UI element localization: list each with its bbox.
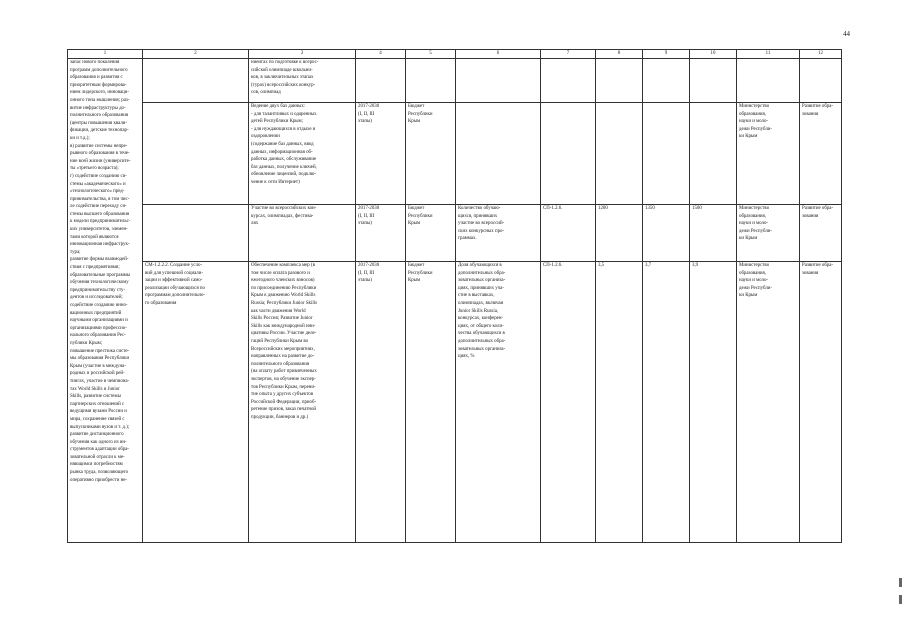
- table-cell: 1500: [690, 205, 737, 262]
- table-cell: [690, 103, 737, 205]
- table-cell: [143, 103, 249, 205]
- table-row: [68, 103, 842, 205]
- header-cell: 9: [643, 50, 690, 59]
- table-cell: СМ-1.2.2.2. Создание усло- вий для успешной социали- зации и эффективной само- реализации обучающихся по программам дополнительно- го образования: [143, 262, 249, 543]
- table-cell: Министерство образования, науки и моло- дежи Республи- ки Крым: [737, 262, 800, 543]
- header-cell: 6: [456, 50, 541, 59]
- table-cell: Развитие обра- зования: [800, 103, 842, 205]
- program-table: [67, 49, 842, 543]
- header-cell: 5: [406, 50, 456, 59]
- header-cell: 3: [249, 50, 356, 59]
- table-cell: 2017-2030 (I, II, III этапы): [356, 262, 406, 543]
- table-cell: Участие во всероссийских кон- курсах, олимпиадах, фестива- лях: [249, 205, 356, 262]
- table-cell: [541, 103, 596, 205]
- table-cell: Развитие обра- зования: [800, 262, 842, 543]
- table-cell: [800, 59, 842, 103]
- header-cell: 7: [541, 50, 596, 59]
- table-cell: [456, 59, 541, 103]
- table-cell: Ведение двух баз данных: - для талантливых и одаренных детей Республики Крым; - для нуждающихся в отдыхе и оздоровлении (содержание баз данных, ввод данных, информационная об- работка данных, обслуживание баз данных, получение ключей, обновление лицензий, подклю- чение к сети Интернет): [249, 103, 356, 205]
- table-cell: [596, 59, 643, 103]
- table-cell: 1350: [643, 205, 690, 262]
- table-row: [68, 59, 842, 103]
- goal-description-cell: запас нового поколения программ дополнительного образования и развития с приоритетным формирова- нием лидерского, инноваци- онного типа мышления; раз- витие инфраструктуры до- полнительного образования (центры повышения квали- фикации, детские технопар- ки и т.д.); в) развитие системы непре- рывного образования в тече- ние всей жизни (университе- ты «третьего возраста); г) содействие созданию си- стемы «академического» и «технологического» пред- принимательства, в том чис- ле содействие переходу си- стемы высшего образования к модели предпринимательс- ких университетов, элемен- тами которой являются инновационная инфраструк- тура; развитие формы взаимодей- ствия с предприятиями; образовательные программы обучения технологическому предпринимательству сту- дентов и исследователей; содействие созданию инно- вационных предприятий научными организациями и организациями профессио- нального образования Рес- публики Крым; повышение престижа систе- мы образования Республики Крым (участие в междуна- родных и российской рей- тингах, участие в чемпиона- тах World Skills и Junior Skills, развитие системы партнерских отношений с ведущими вузами России и мира, сохранение связей с выпускниками вузов и т. д.); развитие дистанционного обучения как одного из ин- струментов адаптации обра- зовательной отрасли к ме- няющимся потребностям рынка труда, позволяющего оперативно приобрести не-: [68, 59, 143, 543]
- header-row: [68, 50, 842, 59]
- table-cell: 1200: [596, 205, 643, 262]
- table-cell: [541, 59, 596, 103]
- table-cell: Бюджет Республики Крым: [406, 103, 456, 205]
- scan-edge-mark: [899, 595, 902, 604]
- scan-edge-mark: [899, 578, 902, 587]
- table-cell: [690, 59, 737, 103]
- table-cell: [643, 59, 690, 103]
- table-cell: Доля обучающихся в дополнительных обра- зовательных организа- циях, принявших уча- стие в выставках, олимпиадах, включая Junior Skills Russia, конкурсах, конферен- циях, от общего коли- чества обучающихся в дополнительных обра- зовательных организа- циях, %: [456, 262, 541, 543]
- table-row: [68, 205, 842, 262]
- table-cell: Министерство образования, науки и моло- дежи Республи- ки Крым: [737, 103, 800, 205]
- table-cell: Развитие обра- зования: [800, 205, 842, 262]
- header-cell: 12: [800, 50, 842, 59]
- table-cell: [143, 59, 249, 103]
- table-cell: СП-1.2.6.: [541, 262, 596, 543]
- table-cell: 3,7: [643, 262, 690, 543]
- header-cell: 10: [690, 50, 737, 59]
- header-cell: 2: [143, 50, 249, 59]
- table-cell: [356, 59, 406, 103]
- table-cell: 2017-2030 (I, II, III этапы): [356, 205, 406, 262]
- table-cell: Обеспечение комплекса мер (в том числе оплата разового и ежегодного членских взносов) по присоединению Республики Крым к движению World Skills Russia; Республики Junior Skills как части движения World Skills Россия; Развитие Junior Skills как международной ини- циативы России. Участие деле- гаций Республики Крым во Всероссийских мероприятиях, направленных на развитие до- полнительного образования (на оплату работ привлеченных экспертов, на обучение экспер- тов Республики Крым, перени- тие опыта у других субъектов Российской Федерации, приоб- ретение призов, заказ печатной продукции, баннеров и др.): [249, 262, 356, 543]
- table-cell: Количество обучаю- щихся, принявших участие во всероссий- ских конкурсных про- граммах.: [456, 205, 541, 262]
- table-cell: 2017-2030 (I, II, III этапы): [356, 103, 406, 205]
- table-cell: Министерство образования, науки и моло- дежи Республи- ки Крым: [737, 205, 800, 262]
- table-cell: Бюджет Республики Крым: [406, 262, 456, 543]
- header-cell: 11: [737, 50, 800, 59]
- table-cell: [406, 59, 456, 103]
- table-cell: [456, 103, 541, 205]
- table-row: [68, 262, 842, 543]
- header-cell: 4: [356, 50, 406, 59]
- table-cell: СП-1.2.6.: [541, 205, 596, 262]
- table-cell: Бюджет Республики Крым: [406, 205, 456, 262]
- table-cell: [143, 205, 249, 262]
- table-cell: [737, 59, 800, 103]
- page-number: 44: [843, 30, 850, 38]
- table-cell: ниенгах по подготовке к всерос- сийской олимпиаде школьни- ков, в заключительных этапах (турах) всероссийских конкур- сов, олимпиад: [249, 59, 356, 103]
- header-cell: 1: [68, 50, 143, 59]
- table-cell: 3,9: [690, 262, 737, 543]
- table-cell: [643, 103, 690, 205]
- table-cell: [596, 103, 643, 205]
- header-cell: 8: [596, 50, 643, 59]
- table-cell: 3,5: [596, 262, 643, 543]
